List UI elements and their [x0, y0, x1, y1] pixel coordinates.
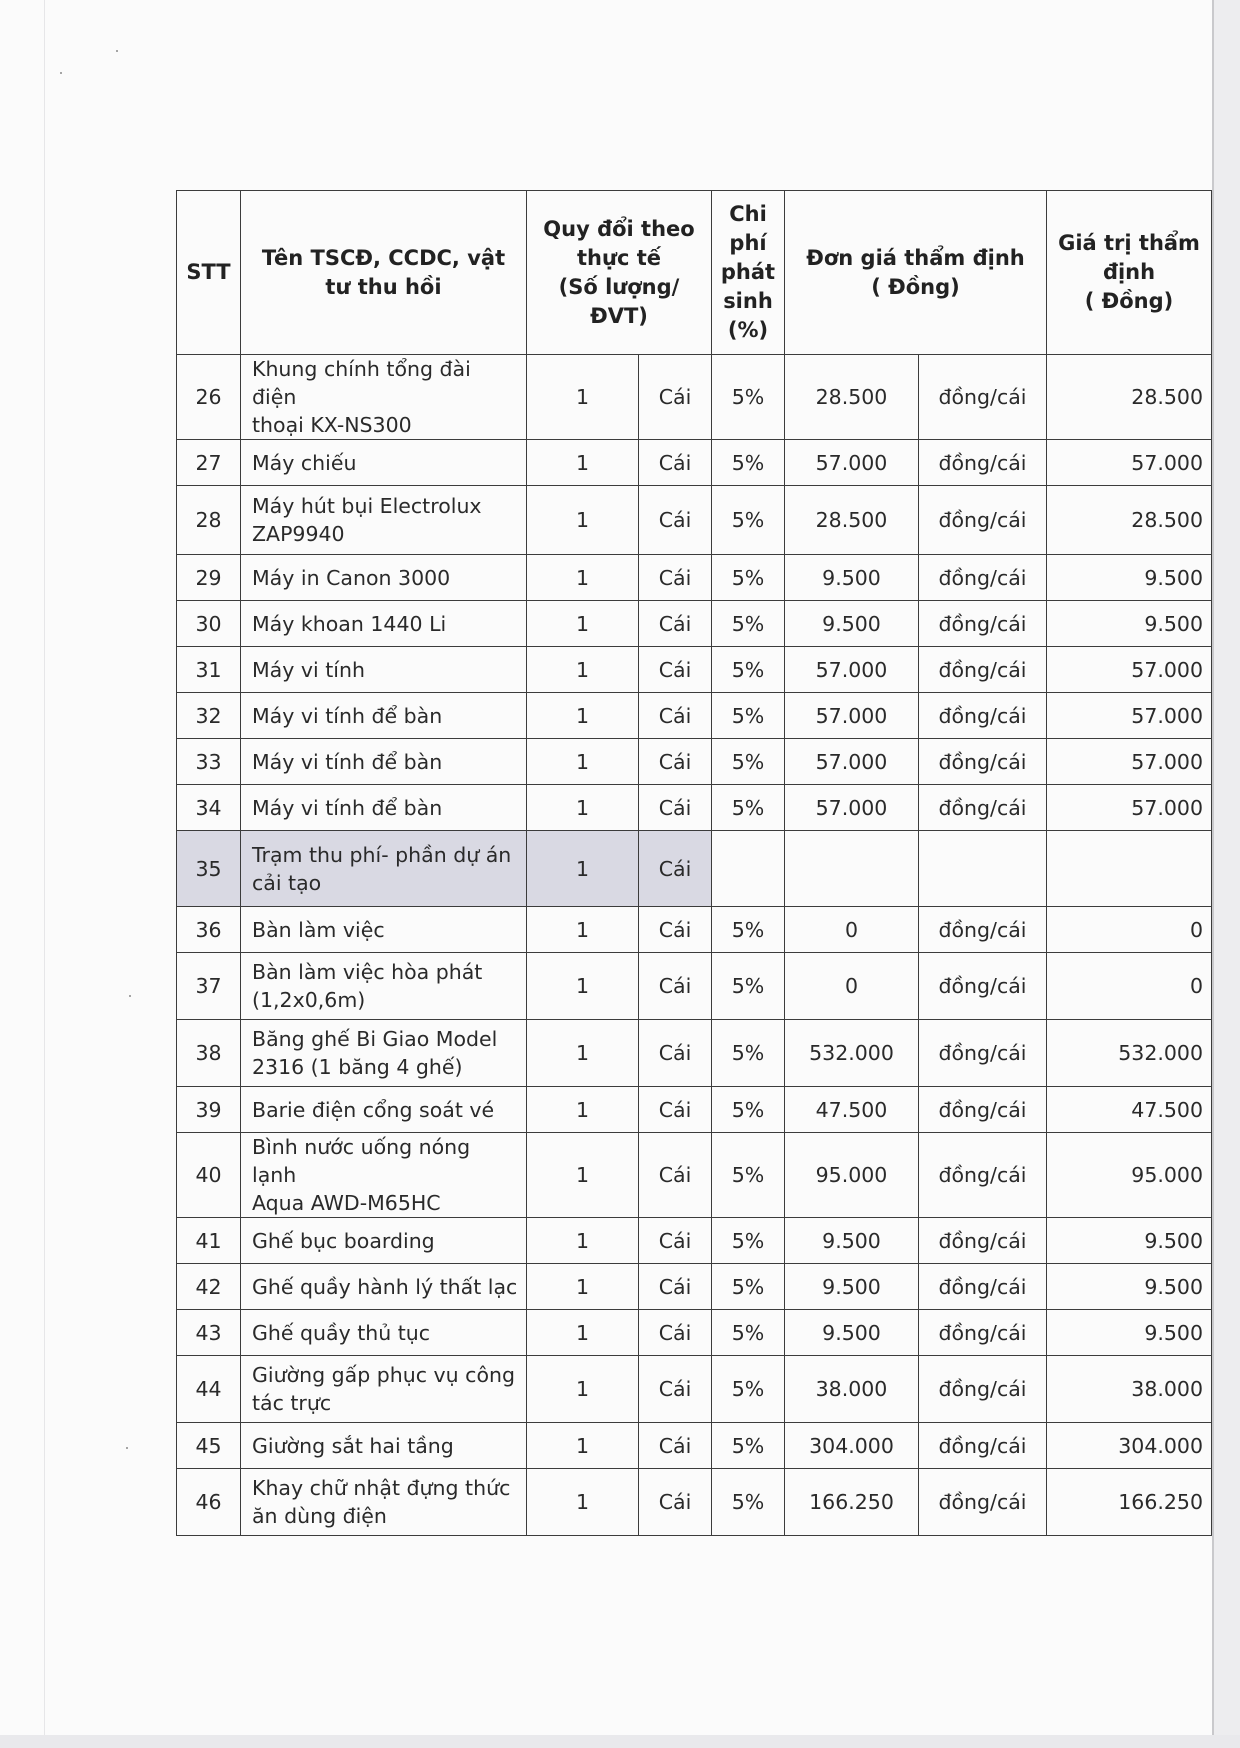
cell-asset-name — [241, 601, 527, 647]
cell-extra-cost: 5% — [712, 647, 785, 693]
cell-appraised-value: 9.500 — [1047, 555, 1212, 601]
cell-extra-cost: 5% — [712, 1310, 785, 1356]
cell-appraised-value: 57.000 — [1047, 785, 1212, 831]
asset-name-line: Máy vi tính để bàn — [252, 749, 443, 774]
asset-name-line: Bình nước uống nóng lạnh — [252, 1135, 471, 1187]
cell-extra-cost: 5% — [712, 601, 785, 647]
cell-quantity: 1 — [527, 831, 639, 907]
cell-appraised-value: 95.000 — [1047, 1133, 1212, 1218]
header-line: Đơn giá thẩm định — [806, 245, 1025, 270]
cell-extra-cost: 5% — [712, 953, 785, 1020]
asset-name-line: Ghế quầy hành lý thất lạc — [252, 1274, 518, 1299]
cell-unit-price: 9.500 — [785, 1264, 919, 1310]
cell-stt: 43 — [177, 1310, 241, 1356]
asset-name-line: ZAP9940 — [252, 522, 345, 546]
cell-quantity: 1 — [527, 1133, 639, 1218]
table-row — [177, 555, 1212, 601]
table-row — [177, 647, 1212, 693]
cell-unit: Cái — [639, 953, 712, 1020]
cell-stt: 44 — [177, 1356, 241, 1423]
cell-appraised-value: 0 — [1047, 907, 1212, 953]
cell-extra-cost: 5% — [712, 486, 785, 555]
cell-appraised-value: 57.000 — [1047, 440, 1212, 486]
header-unit-price — [785, 191, 1047, 355]
cell-unit-price: 304.000 — [785, 1423, 919, 1469]
asset-name-line: Giường gấp phục vụ công — [252, 1363, 515, 1387]
cell-price-unit: đồng/cái — [919, 739, 1047, 785]
cell-asset-name — [241, 953, 527, 1020]
cell-unit-price: 532.000 — [785, 1020, 919, 1087]
cell-asset-name — [241, 1469, 527, 1536]
cell-quantity: 1 — [527, 1423, 639, 1469]
cell-unit-price: 9.500 — [785, 1218, 919, 1264]
cell-appraised-value: 9.500 — [1047, 1310, 1212, 1356]
cell-price-unit: đồng/cái — [919, 486, 1047, 555]
cell-quantity: 1 — [527, 601, 639, 647]
cell-extra-cost: 5% — [712, 1356, 785, 1423]
cell-asset-name — [241, 355, 527, 440]
cell-unit: Cái — [639, 1087, 712, 1133]
header-line: tư thu hồi — [325, 274, 442, 299]
cell-price-unit: đồng/cái — [919, 1087, 1047, 1133]
cell-extra-cost: 5% — [712, 1133, 785, 1218]
asset-name-line: Bàn làm việc — [252, 917, 385, 942]
cell-quantity: 1 — [527, 355, 639, 440]
cell-price-unit: đồng/cái — [919, 953, 1047, 1020]
table-row — [177, 355, 1212, 440]
cell-price-unit: đồng/cái — [919, 601, 1047, 647]
cell-extra-cost — [712, 831, 785, 907]
cell-price-unit: đồng/cái — [919, 693, 1047, 739]
cell-extra-cost: 5% — [712, 1020, 785, 1087]
cell-asset-name — [241, 693, 527, 739]
header-appraised-value — [1047, 191, 1212, 355]
cell-price-unit: đồng/cái — [919, 355, 1047, 440]
cell-asset-name — [241, 1218, 527, 1264]
header-line: Giá trị thẩm — [1058, 231, 1200, 255]
table-row — [177, 831, 1212, 907]
cell-asset-name — [241, 555, 527, 601]
asset-name-line: Máy chiếu — [252, 450, 357, 475]
cell-unit: Cái — [639, 1218, 712, 1264]
cell-unit-price: 28.500 — [785, 355, 919, 440]
cell-unit: Cái — [639, 1310, 712, 1356]
table-row — [177, 486, 1212, 555]
cell-quantity: 1 — [527, 486, 639, 555]
cell-quantity: 1 — [527, 693, 639, 739]
table-row — [177, 1218, 1212, 1264]
cell-stt: 26 — [177, 355, 241, 440]
cell-quantity: 1 — [527, 907, 639, 953]
cell-quantity: 1 — [527, 1218, 639, 1264]
cell-appraised-value: 532.000 — [1047, 1020, 1212, 1087]
cell-appraised-value: 304.000 — [1047, 1423, 1212, 1469]
page-edge-bottom — [0, 1735, 1240, 1748]
cell-unit-price: 9.500 — [785, 1310, 919, 1356]
table-row — [177, 785, 1212, 831]
cell-quantity: 1 — [527, 953, 639, 1020]
cell-appraised-value — [1047, 831, 1212, 907]
header-line: (Số lượng/ — [558, 274, 680, 299]
header-line: phí — [729, 231, 767, 255]
cell-price-unit: đồng/cái — [919, 1264, 1047, 1310]
cell-unit-price: 57.000 — [785, 647, 919, 693]
cell-unit-price: 57.000 — [785, 739, 919, 785]
header-line: phát — [720, 260, 776, 284]
scan-speck — [126, 1447, 128, 1449]
cell-quantity: 1 — [527, 1264, 639, 1310]
cell-quantity: 1 — [527, 647, 639, 693]
header-asset-name — [241, 191, 527, 355]
cell-unit: Cái — [639, 1423, 712, 1469]
cell-price-unit: đồng/cái — [919, 647, 1047, 693]
cell-quantity: 1 — [527, 1310, 639, 1356]
header-line: định — [1102, 260, 1156, 284]
asset-name-line: tác trực — [252, 1391, 332, 1415]
cell-price-unit: đồng/cái — [919, 1218, 1047, 1264]
asset-name-line: Máy vi tính — [252, 657, 365, 682]
cell-unit-price: 57.000 — [785, 693, 919, 739]
asset-name-line: Máy hút bụi Electrolux — [252, 494, 482, 518]
scan-speck — [129, 995, 131, 997]
cell-appraised-value: 0 — [1047, 953, 1212, 1020]
cell-quantity: 1 — [527, 785, 639, 831]
cell-extra-cost: 5% — [712, 739, 785, 785]
cell-extra-cost: 5% — [712, 1087, 785, 1133]
table-row — [177, 1310, 1212, 1356]
cell-asset-name — [241, 440, 527, 486]
cell-quantity: 1 — [527, 1356, 639, 1423]
cell-unit-price: 57.000 — [785, 785, 919, 831]
asset-name-line: Bàn làm việc hòa phát — [252, 960, 483, 984]
cell-asset-name — [241, 1423, 527, 1469]
cell-unit-price: 9.500 — [785, 601, 919, 647]
cell-extra-cost: 5% — [712, 355, 785, 440]
asset-name-line: Máy vi tính để bàn — [252, 703, 443, 728]
cell-stt: 41 — [177, 1218, 241, 1264]
cell-unit: Cái — [639, 647, 712, 693]
cell-appraised-value: 47.500 — [1047, 1087, 1212, 1133]
cell-stt: 36 — [177, 907, 241, 953]
cell-asset-name — [241, 1020, 527, 1087]
cell-unit-price: 57.000 — [785, 440, 919, 486]
cell-extra-cost: 5% — [712, 907, 785, 953]
cell-price-unit — [919, 831, 1047, 907]
cell-stt: 37 — [177, 953, 241, 1020]
header-stt: STT — [177, 191, 241, 355]
cell-stt: 35 — [177, 831, 241, 907]
asset-name-line: Khung chính tổng đài điện — [252, 357, 471, 409]
cell-stt: 46 — [177, 1469, 241, 1536]
cell-asset-name — [241, 1356, 527, 1423]
cell-unit: Cái — [639, 555, 712, 601]
cell-quantity: 1 — [527, 440, 639, 486]
cell-quantity: 1 — [527, 555, 639, 601]
cell-stt: 39 — [177, 1087, 241, 1133]
header-line: sinh — [723, 289, 773, 313]
cell-stt: 42 — [177, 1264, 241, 1310]
table-body — [177, 355, 1212, 1536]
cell-asset-name — [241, 831, 527, 907]
cell-extra-cost: 5% — [712, 693, 785, 739]
cell-unit: Cái — [639, 1469, 712, 1536]
header-line: Tên TSCĐ, CCDC, vật — [261, 245, 506, 270]
header-quantity — [527, 191, 712, 355]
cell-unit: Cái — [639, 1020, 712, 1087]
cell-asset-name — [241, 907, 527, 953]
cell-price-unit: đồng/cái — [919, 1469, 1047, 1536]
table-row — [177, 1133, 1212, 1218]
cell-unit: Cái — [639, 355, 712, 440]
cell-price-unit: đồng/cái — [919, 785, 1047, 831]
cell-asset-name — [241, 1264, 527, 1310]
cell-unit-price: 28.500 — [785, 486, 919, 555]
header-extra-cost — [712, 191, 785, 355]
cell-stt: 31 — [177, 647, 241, 693]
table-row — [177, 601, 1212, 647]
table-row — [177, 953, 1212, 1020]
cell-stt: 45 — [177, 1423, 241, 1469]
scan-speck — [116, 50, 118, 52]
table-row — [177, 1087, 1212, 1133]
asset-name-line: Khay chữ nhật đựng thức — [252, 1476, 511, 1500]
cell-unit: Cái — [639, 1356, 712, 1423]
header-line: ( Đồng) — [1084, 289, 1174, 313]
asset-name-line: Ghế quầy thủ tục — [252, 1320, 431, 1345]
cell-asset-name — [241, 1133, 527, 1218]
cell-unit-price: 0 — [785, 907, 919, 953]
table-row — [177, 693, 1212, 739]
header-line: ĐVT) — [590, 303, 648, 328]
cell-price-unit: đồng/cái — [919, 440, 1047, 486]
cell-stt: 30 — [177, 601, 241, 647]
cell-appraised-value: 9.500 — [1047, 1264, 1212, 1310]
header-row — [177, 191, 1212, 355]
cell-price-unit: đồng/cái — [919, 1356, 1047, 1423]
cell-unit: Cái — [639, 739, 712, 785]
asset-name-line: 2316 (1 băng 4 ghế) — [252, 1055, 463, 1079]
asset-name-line: thoại KX-NS300 — [252, 413, 412, 437]
cell-stt: 28 — [177, 486, 241, 555]
cell-stt: 33 — [177, 739, 241, 785]
table-row — [177, 1423, 1212, 1469]
table-row — [177, 440, 1212, 486]
header-line: thực tế — [577, 245, 661, 270]
cell-unit-price: 166.250 — [785, 1469, 919, 1536]
cell-quantity: 1 — [527, 1469, 639, 1536]
table-row — [177, 1020, 1212, 1087]
cell-unit: Cái — [639, 831, 712, 907]
asset-name-line: Băng ghế Bi Giao Model — [252, 1027, 498, 1051]
header-line: Quy đổi theo — [543, 216, 695, 241]
scan-speck — [60, 72, 62, 74]
cell-price-unit: đồng/cái — [919, 1423, 1047, 1469]
cell-unit: Cái — [639, 785, 712, 831]
cell-asset-name — [241, 1310, 527, 1356]
table-row — [177, 1264, 1212, 1310]
cell-quantity: 1 — [527, 739, 639, 785]
cell-appraised-value: 28.500 — [1047, 486, 1212, 555]
cell-unit-price: 38.000 — [785, 1356, 919, 1423]
cell-price-unit: đồng/cái — [919, 1020, 1047, 1087]
cell-appraised-value: 57.000 — [1047, 739, 1212, 785]
header-line: Chi — [729, 202, 767, 226]
cell-extra-cost: 5% — [712, 1218, 785, 1264]
page-edge-right — [1212, 0, 1240, 1748]
cell-price-unit: đồng/cái — [919, 555, 1047, 601]
cell-quantity: 1 — [527, 1020, 639, 1087]
header-line: ( Đồng) — [871, 274, 960, 299]
asset-name-line: Ghế bục boarding — [252, 1228, 435, 1253]
cell-stt: 34 — [177, 785, 241, 831]
page-edge-left — [44, 0, 45, 1748]
cell-stt: 38 — [177, 1020, 241, 1087]
cell-price-unit: đồng/cái — [919, 1310, 1047, 1356]
table-row — [177, 1469, 1212, 1536]
cell-unit-price — [785, 831, 919, 907]
cell-extra-cost: 5% — [712, 785, 785, 831]
asset-name-line: Trạm thu phí- phần dự án — [252, 842, 512, 867]
cell-asset-name — [241, 1087, 527, 1133]
cell-extra-cost: 5% — [712, 555, 785, 601]
asset-name-line: Aqua AWD-M65HC — [252, 1191, 441, 1215]
asset-name-line: Barie điện cổng soát vé — [252, 1097, 495, 1122]
cell-extra-cost: 5% — [712, 440, 785, 486]
cell-unit-price: 95.000 — [785, 1133, 919, 1218]
cell-appraised-value: 57.000 — [1047, 693, 1212, 739]
table-row — [177, 1356, 1212, 1423]
cell-appraised-value: 28.500 — [1047, 355, 1212, 440]
cell-asset-name — [241, 486, 527, 555]
table-row — [177, 907, 1212, 953]
asset-name-line: ăn dùng điện — [252, 1504, 387, 1528]
cell-stt: 29 — [177, 555, 241, 601]
cell-unit-price: 9.500 — [785, 555, 919, 601]
cell-asset-name — [241, 739, 527, 785]
cell-unit: Cái — [639, 1264, 712, 1310]
cell-unit-price: 47.500 — [785, 1087, 919, 1133]
cell-asset-name — [241, 647, 527, 693]
asset-name-line: (1,2x0,6m) — [252, 988, 366, 1012]
asset-name-line: cải tạo — [252, 870, 322, 895]
cell-appraised-value: 9.500 — [1047, 601, 1212, 647]
cell-unit: Cái — [639, 486, 712, 555]
cell-appraised-value: 38.000 — [1047, 1356, 1212, 1423]
asset-name-line: Máy in Canon 3000 — [252, 565, 451, 590]
cell-stt: 27 — [177, 440, 241, 486]
table-row — [177, 739, 1212, 785]
asset-name-line: Máy khoan 1440 Li — [252, 611, 447, 636]
cell-price-unit: đồng/cái — [919, 907, 1047, 953]
cell-unit-price: 0 — [785, 953, 919, 1020]
asset-name-line: Máy vi tính để bàn — [252, 795, 443, 820]
cell-appraised-value: 9.500 — [1047, 1218, 1212, 1264]
cell-unit: Cái — [639, 693, 712, 739]
cell-stt: 32 — [177, 693, 241, 739]
cell-unit: Cái — [639, 440, 712, 486]
asset-name-line: Giường sắt hai tầng — [252, 1433, 454, 1458]
cell-unit: Cái — [639, 1133, 712, 1218]
cell-asset-name — [241, 785, 527, 831]
asset-appraisal-table — [176, 190, 1212, 1536]
cell-quantity: 1 — [527, 1087, 639, 1133]
cell-appraised-value: 57.000 — [1047, 647, 1212, 693]
cell-extra-cost: 5% — [712, 1264, 785, 1310]
header-line: (%) — [727, 318, 769, 342]
cell-price-unit: đồng/cái — [919, 1133, 1047, 1218]
cell-extra-cost: 5% — [712, 1469, 785, 1536]
cell-extra-cost: 5% — [712, 1423, 785, 1469]
cell-appraised-value: 166.250 — [1047, 1469, 1212, 1536]
cell-unit: Cái — [639, 907, 712, 953]
cell-stt: 40 — [177, 1133, 241, 1218]
cell-unit: Cái — [639, 601, 712, 647]
